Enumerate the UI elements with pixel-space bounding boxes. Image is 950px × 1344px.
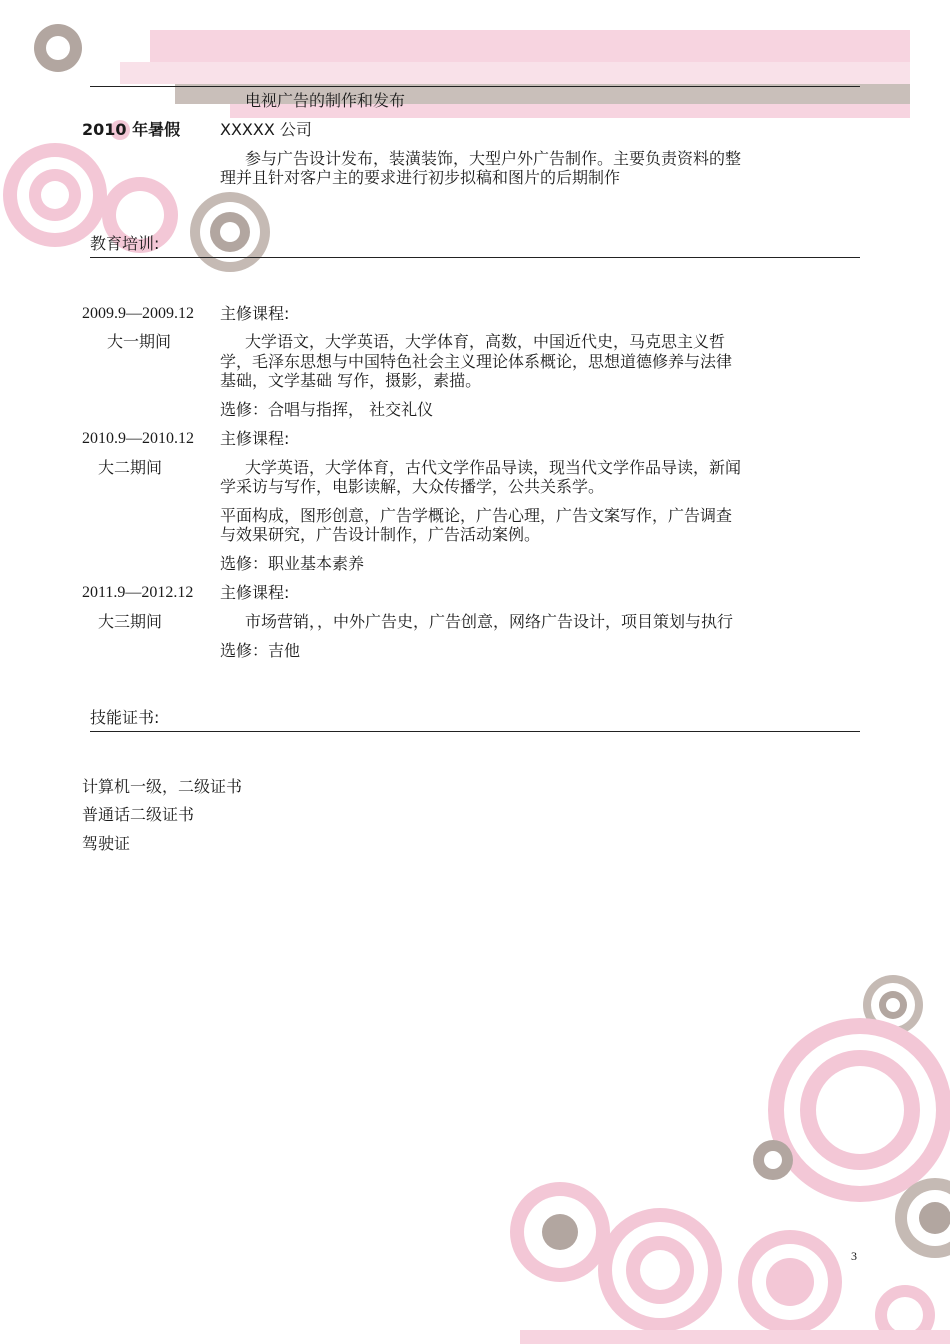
education-stage-2: 大二期间 <box>98 458 163 477</box>
education-major-label-1: 主修课程: <box>220 304 290 323</box>
education-elective-1: 选修：合唱与指挥， 社交礼仪 <box>220 400 434 419</box>
page-number: 3 <box>851 1249 857 1263</box>
skills-divider <box>90 731 860 732</box>
education-course-line-1-2: 学，毛泽东思想与中国特色社会主义理论体系概论，思想道德修养与法律 <box>220 352 733 371</box>
education-dates-3: 2011.9—2012.12 <box>82 584 194 601</box>
education-course-line-2-4: 与效果研究，广告设计制作，广告活动案例。 <box>220 525 541 544</box>
education-dates-2: 2010.9—2010.12 <box>82 430 194 447</box>
top-divider <box>90 86 860 87</box>
education-course-line-2-3: 平面构成，图形创意，广告学概论，广告心理，广告文案写作，广告调查 <box>220 506 733 525</box>
education-course-line-2-2: 学采访与写作，电影读解，大众传播学，公共关系学。 <box>220 477 605 496</box>
skill-item-3: 驾驶证 <box>82 834 131 853</box>
education-heading: 教育培训: <box>90 234 160 253</box>
education-course-line-3-1: 市场营销，，中外广告史，广告创意，网络广告设计，项目策划与执行 <box>245 612 734 631</box>
education-divider <box>90 257 860 258</box>
education-dates-1: 2009.9—2009.12 <box>82 305 194 322</box>
work-title: 电视广告的制作和发布 <box>245 91 406 110</box>
education-elective-3: 选修：吉他 <box>220 641 301 660</box>
skills-heading: 技能证书: <box>90 708 160 727</box>
education-stage-1: 大一期间 <box>107 332 172 351</box>
education-course-line-1-3: 基础，文学基础 写作，摄影，素描。 <box>220 371 482 390</box>
work-description-line-2: 理并且针对客户主的要求进行初步拟稿和图片的后期制作 <box>220 168 621 187</box>
skill-item-1: 计算机一级，二级证书 <box>82 777 243 796</box>
education-major-label-2: 主修课程: <box>220 429 290 448</box>
work-company: XXXXX 公司 <box>220 120 312 139</box>
education-course-line-1-1: 大学语文，大学英语，大学体育，高数，中国近代史，马克思主义哲 <box>245 332 726 351</box>
work-period: 2010 年暑假 <box>82 120 181 139</box>
skill-item-2: 普通话二级证书 <box>82 805 195 824</box>
education-course-line-2-1: 大学英语，大学体育，古代文学作品导读，现当代文学作品导读，新闻 <box>245 458 742 477</box>
work-description-line-1: 参与广告设计发布，装潢装饰，大型户外广告制作。主要负责资料的整 <box>245 149 742 168</box>
education-major-label-3: 主修课程: <box>220 583 290 602</box>
education-stage-3: 大三期间 <box>98 612 163 631</box>
education-elective-2: 选修：职业基本素养 <box>220 554 365 573</box>
